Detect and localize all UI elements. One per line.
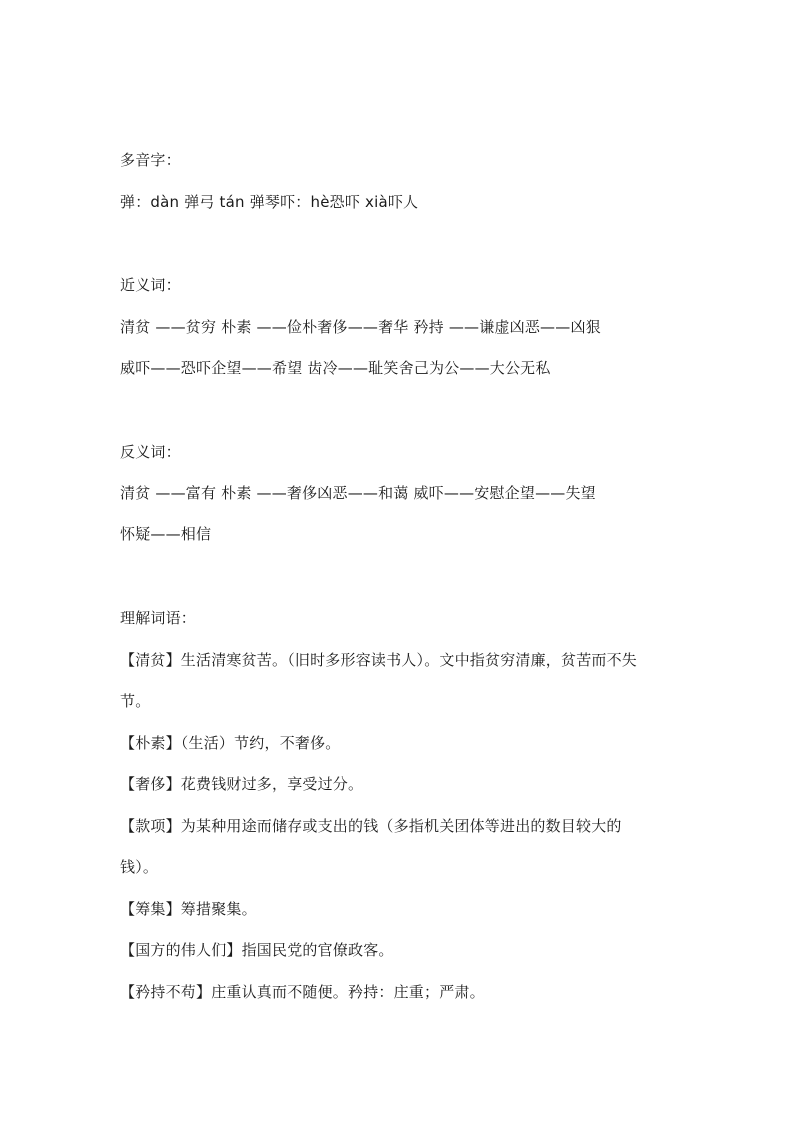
vocabulary-line-7: 【筹集】筹措聚集。: [120, 900, 257, 918]
synonyms-line-2: 威吓——恐吓企望——希望 齿冷——耻笑舍己为公——大公无私: [120, 359, 551, 377]
synonyms-line-1: 清贫 ——贫穷 朴素 ——俭朴奢侈——奢华 矜持 ——谦虚凶恶——凶狠: [120, 318, 601, 336]
polyphonic-heading: 多音字：: [120, 151, 181, 169]
vocabulary-line-6: 钱）。: [120, 858, 159, 876]
vocabulary-line-2: 节。: [120, 692, 151, 710]
vocabulary-line-9: 【矜持不苟】庄重认真而不随便。矜持：庄重；严肃。: [120, 983, 485, 1001]
antonyms-line-2: 怀疑——相信: [120, 525, 212, 543]
antonyms-heading: 反义词：: [120, 443, 181, 461]
vocabulary-line-5: 【款项】为某种用途而储存或支出的钱（多指机关团体等进出的数目较大的: [120, 817, 622, 835]
vocabulary-line-3: 【朴素】（生活）节约，不奢侈。: [120, 734, 341, 752]
vocabulary-line-4: 【奢侈】花费钱财过多，享受过分。: [120, 775, 364, 793]
vocabulary-line-8: 【国方的伟人们】指国民党的官僚政客。: [120, 941, 394, 959]
vocabulary-line-1: 【清贫】生活清寒贫苦。（旧时多形容读书人）。文中指贫穷清廉，贫苦而不失: [120, 651, 638, 669]
polyphonic-line: 弹：dàn 弹弓 tán 弹琴吓：hè恐吓 xià吓人: [120, 193, 419, 211]
synonyms-heading: 近义词：: [120, 276, 181, 294]
antonyms-line-1: 清贫 ——富有 朴素 ——奢侈凶恶——和蔼 威吓——安慰企望——失望: [120, 484, 596, 502]
vocabulary-heading: 理解词语：: [120, 609, 197, 627]
